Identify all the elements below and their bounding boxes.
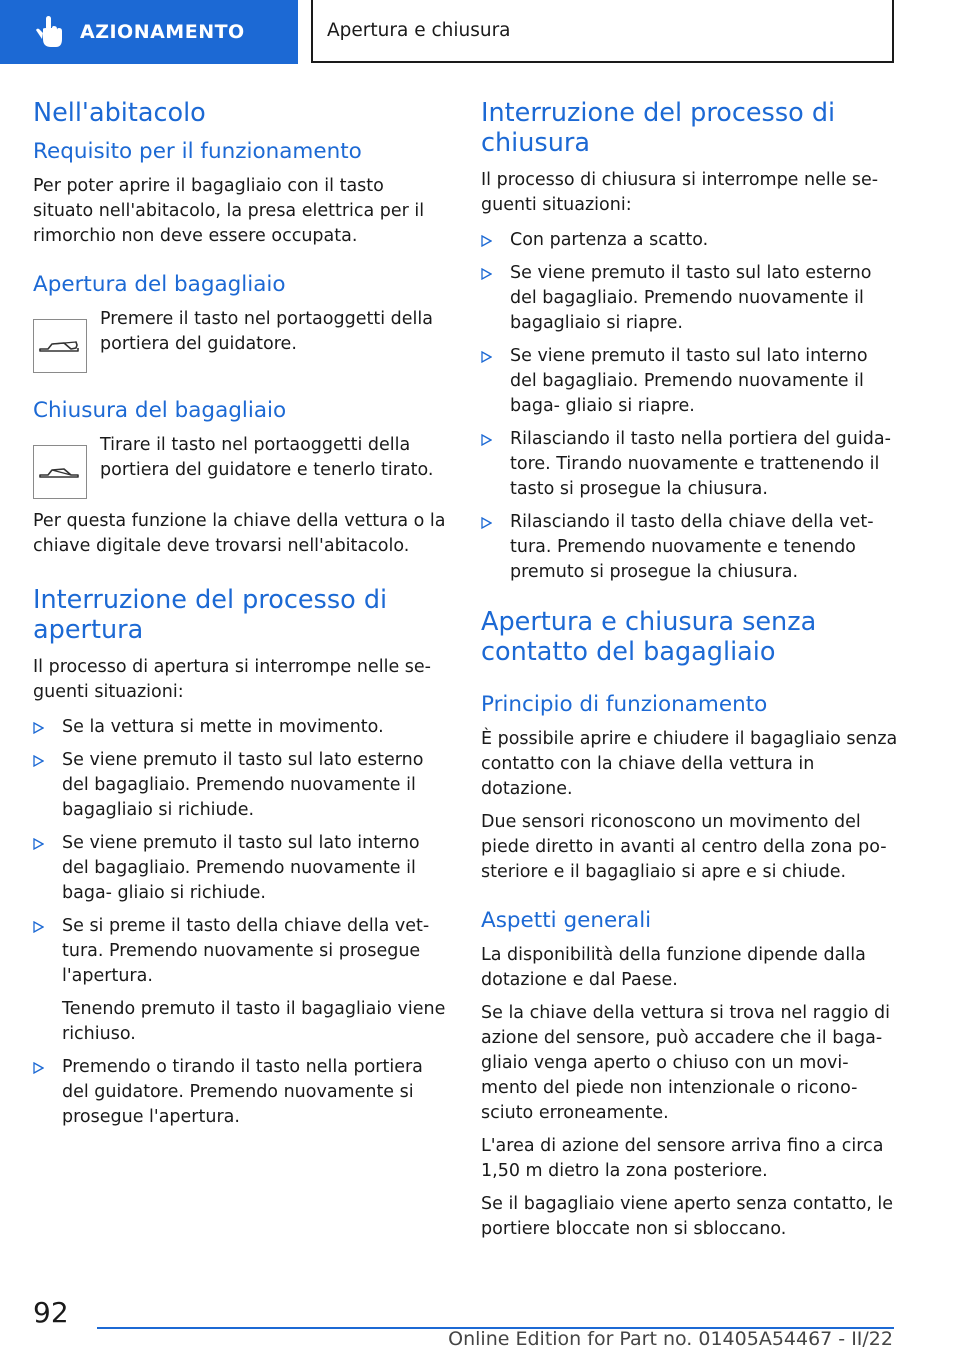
- list-item-text: Se si preme il tasto della chiave della vet- tura. Premendo nuovamente si prosegue l'apertura.: [62, 916, 430, 986]
- right-column: [481, 98, 899, 1250]
- heading-open-trunk: Apertura del bagagliaio: [33, 272, 286, 297]
- triangle-bullet-icon: [481, 434, 492, 446]
- triangle-bullet-icon: [33, 755, 44, 767]
- interrupt-closing-intro: Il processo di chiusura si interrompe nelle se- guenti situazioni:: [481, 170, 879, 215]
- list-item-text: Rilasciando il tasto della chiave della vet- tura. Premendo nuovamente e tenendo premuto si prosegue la chiusura.: [510, 512, 874, 582]
- heading-general: Aspetti generali: [481, 908, 652, 933]
- chapter-header: [311, 0, 894, 63]
- heading-interrupt-closing: Interruzione del processo di chiusura: [481, 98, 836, 158]
- heading-in-cabin: Nell'abitacolo: [33, 98, 206, 128]
- close-instruction: [33, 433, 448, 499]
- open-text: Premere il tasto nel portaoggetti della portiera del guidatore.: [100, 309, 433, 354]
- triangle-bullet-icon: [33, 1062, 44, 1074]
- requirement-text: Per poter aprire il bagagliaio con il tasto situato nell'abitacolo, la presa elettrica per il rimorchio non deve essere occupata.: [33, 176, 425, 246]
- general-text-1: La disponibilità della funzione dipende dalla dotazione e dal Paese.: [481, 945, 866, 990]
- list-item: [481, 344, 899, 419]
- left-column: [33, 98, 448, 1138]
- heading-requirement: Requisito per il funzionamento: [33, 139, 362, 164]
- list-item-text: Se viene premuto il tasto sul lato esterno del bagagliaio. Premendo nuovamente il bagagliaio si richiude.: [62, 750, 424, 820]
- list-item-text: Rilasciando il tasto nella portiera del guida- tore. Tirando nuovamente e trattenendo il tasto si prosegue la chiusura.: [510, 429, 891, 499]
- triangle-bullet-icon: [481, 517, 492, 529]
- triangle-bullet-icon: [33, 838, 44, 850]
- edition-text: Online Edition for Part no. 01405A54467 - II/22: [448, 1328, 893, 1350]
- interrupt-opening-list: [33, 715, 448, 1130]
- triangle-bullet-icon: [481, 268, 492, 280]
- interrupt-closing-list: [481, 228, 899, 585]
- list-item: [481, 228, 899, 253]
- list-item-text: Se la vettura si mette in movimento.: [62, 717, 384, 737]
- list-item: [481, 427, 899, 502]
- triangle-bullet-icon: [481, 235, 492, 247]
- list-item: [33, 831, 448, 906]
- triangle-bullet-icon: [33, 921, 44, 933]
- car-tailgate-button-icon: [33, 319, 87, 373]
- list-item-text: Se viene premuto il tasto sul lato interno del bagagliaio. Premendo nuovamente il baga- gliaio si riapre.: [510, 346, 868, 416]
- heading-close-trunk: Chiusura del bagagliaio: [33, 398, 287, 423]
- triangle-bullet-icon: [481, 351, 492, 363]
- section-title: AZIONAMENTO: [80, 21, 245, 43]
- general-text-2: Se la chiave della vettura si trova nel raggio di azione del sensore, può accadere che il baga- gliaio venga aperto o chiuso con un movi- mento del piede non intenzionale o ricono- sciuto erroneamente.: [481, 1003, 890, 1123]
- hand-pointer-icon: [34, 15, 64, 49]
- interrupt-opening-intro: Il processo di apertura si interrompe nelle se- guenti situazioni:: [33, 657, 431, 702]
- list-item: [481, 261, 899, 336]
- car-tailgate-button-icon: [33, 445, 87, 499]
- principle-text-1: È possibile aprire e chiudere il bagagliaio senza contatto con la chiave della vettura in dotazione.: [481, 729, 898, 799]
- list-item-text: Con partenza a scatto.: [510, 230, 709, 250]
- page-number: 92: [33, 1296, 69, 1329]
- heading-contactless: Apertura e chiusura senza contatto del bagagliaio: [481, 607, 817, 667]
- chapter-title: Apertura e chiusura: [327, 20, 511, 41]
- heading-interrupt-opening: Interruzione del processo di apertura: [33, 585, 388, 645]
- list-item: [33, 1055, 448, 1130]
- list-item-text: Se viene premuto il tasto sul lato interno del bagagliaio. Premendo nuovamente il baga- gliaio si richiude.: [62, 833, 420, 903]
- close-note: Per questa funzione la chiave della vettura o la chiave digitale deve trovarsi nell'abitacolo.: [33, 511, 446, 556]
- list-item: [33, 715, 448, 740]
- list-item-text: Premendo o tirando il tasto nella portiera del guidatore. Premendo nuovamente si prosegue l'apertura.: [62, 1057, 423, 1127]
- list-item: [33, 914, 448, 1047]
- list-item: [481, 510, 899, 585]
- triangle-bullet-icon: [33, 722, 44, 734]
- heading-principle: Principio di funzionamento: [481, 692, 768, 717]
- list-item-text: Se viene premuto il tasto sul lato esterno del bagagliaio. Premendo nuovamente il bagagliaio si riapre.: [510, 263, 872, 333]
- general-text-4: Se il bagagliaio viene aperto senza contatto, le portiere bloccate non si sbloccano.: [481, 1194, 894, 1239]
- section-tab: [0, 0, 298, 64]
- general-text-3: L'area di azione del sensore arriva fino a circa 1,50 m dietro la zona posteriore.: [481, 1136, 884, 1181]
- list-item-subtext: Tenendo premuto il tasto il bagagliaio viene richiuso.: [62, 999, 446, 1044]
- close-text: Tirare il tasto nel portaoggetti della portiera del guidatore e tenerlo tirato.: [100, 435, 434, 480]
- list-item: [33, 748, 448, 823]
- principle-text-2: Due sensori riconoscono un movimento del piede diretto in avanti al centro della zona po- steriore e il bagagliaio si apre e si chiude.: [481, 812, 887, 882]
- open-instruction: [33, 307, 448, 373]
